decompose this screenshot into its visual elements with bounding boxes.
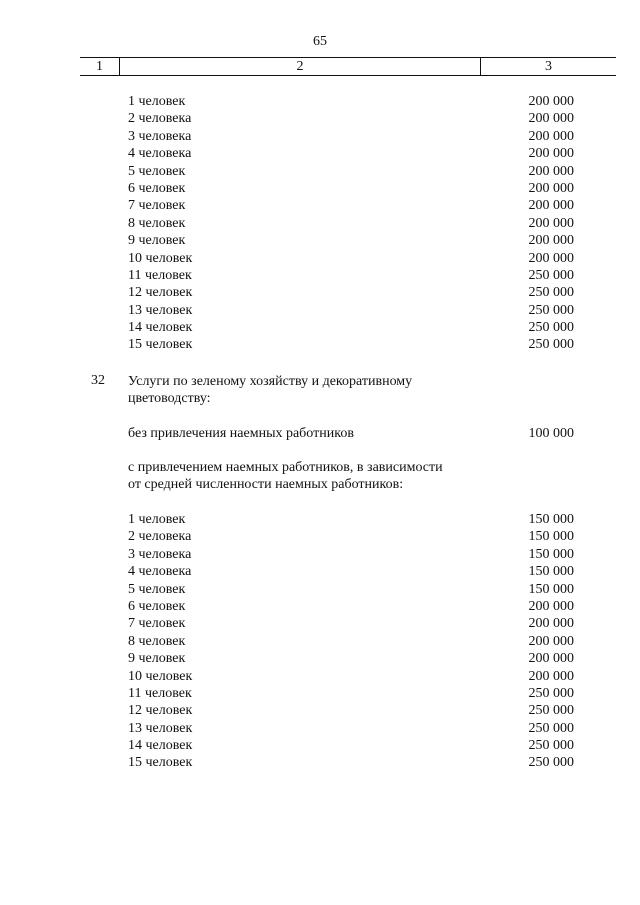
row-value: 250 000 [528, 685, 574, 701]
row-value: 250 000 [528, 285, 574, 301]
row-value: 200 000 [528, 215, 574, 231]
top-rows-list [0, 93, 640, 354]
row-value: 250 000 [528, 738, 574, 754]
row-label: 4 человека [128, 564, 192, 580]
table-row [0, 546, 640, 563]
table-row [0, 737, 640, 754]
row-label: 7 человек [128, 616, 186, 632]
row-value: 150 000 [528, 529, 574, 545]
row-value: 200 000 [528, 111, 574, 127]
item-number: 32 [91, 373, 105, 388]
row-value: 250 000 [528, 267, 574, 283]
no-hired-label: без привлечения наемных работников [128, 426, 354, 441]
table-row [0, 528, 640, 545]
row-label: 11 человек [128, 267, 192, 283]
row-value: 200 000 [528, 128, 574, 144]
row-label: 7 человек [128, 198, 186, 214]
table-row [0, 511, 640, 528]
item-title-line-1: Услуги по зеленому хозяйству и декоративному [128, 374, 413, 389]
row-value: 250 000 [528, 320, 574, 336]
table-row [0, 93, 640, 110]
table-row [0, 615, 640, 632]
row-label: 9 человек [128, 233, 186, 249]
row-label: 10 человек [128, 668, 193, 684]
table-row [0, 668, 640, 685]
row-label: 1 человек [128, 94, 186, 109]
table-row [0, 650, 640, 667]
table-row [0, 319, 640, 336]
page-number: 65 [313, 34, 327, 49]
row-label: 3 человека [128, 546, 192, 562]
row-value: 200 000 [528, 250, 574, 266]
row-label: 15 человек [128, 337, 193, 353]
table-row [0, 754, 640, 771]
table-row [0, 563, 640, 580]
row-value: 200 000 [528, 651, 574, 667]
header-col-3: 3 [545, 59, 552, 74]
table-row [0, 685, 640, 702]
row-value: 200 000 [528, 233, 574, 249]
row-value: 200 000 [528, 146, 574, 162]
hired-line-1: с привлечением наемных работников, в зависимости [128, 460, 443, 475]
row-value: 250 000 [528, 720, 574, 736]
row-label: 6 человек [128, 598, 186, 614]
header-col-2: 2 [120, 58, 481, 75]
row-value: 250 000 [528, 703, 574, 719]
row-value: 150 000 [528, 564, 574, 580]
row-label: 14 человек [128, 320, 193, 336]
table-row [0, 232, 640, 249]
row-label: 8 человек [128, 633, 186, 649]
row-value: 200 000 [528, 616, 574, 632]
table-row [0, 110, 640, 127]
row-label: 13 человек [128, 720, 193, 736]
row-value: 200 000 [528, 668, 574, 684]
row-label: 4 человека [128, 146, 192, 162]
row-label: 15 человек [128, 755, 193, 771]
table-row [0, 633, 640, 650]
table-row [0, 250, 640, 267]
row-label: 14 человек [128, 738, 193, 754]
row-label: 12 человек [128, 285, 193, 301]
row-value: 200 000 [528, 180, 574, 196]
table-row [0, 215, 640, 232]
row-value: 150 000 [528, 512, 574, 527]
row-value: 150 000 [528, 546, 574, 562]
row-value: 200 000 [528, 94, 574, 109]
row-label: 9 человек [128, 651, 186, 667]
row-value: 250 000 [528, 755, 574, 771]
row-label: 2 человека [128, 111, 192, 127]
row-value: 200 000 [528, 598, 574, 614]
row-label: 5 человек [128, 581, 186, 597]
table-row [0, 336, 640, 353]
no-hired-value: 100 000 [528, 426, 574, 441]
row-label: 12 человек [128, 703, 193, 719]
row-value: 150 000 [528, 581, 574, 597]
table-row [0, 598, 640, 615]
hired-line-2: от средней численности наемных работников: [128, 477, 404, 492]
table-row [0, 702, 640, 719]
row-label: 2 человека [128, 529, 192, 545]
table-row [0, 302, 640, 319]
table-row [0, 267, 640, 284]
row-label: 6 человек [128, 180, 186, 196]
table-row [0, 720, 640, 737]
table-header [80, 57, 616, 76]
table-row [0, 163, 640, 180]
row-label: 5 человек [128, 163, 186, 179]
row-label: 1 человек [128, 512, 186, 527]
table-row [0, 284, 640, 301]
row-label: 8 человек [128, 215, 186, 231]
row-label: 11 человек [128, 685, 192, 701]
table-row [0, 145, 640, 162]
table-row [0, 197, 640, 214]
row-value: 250 000 [528, 337, 574, 353]
table-row [0, 180, 640, 197]
table-row [0, 581, 640, 598]
row-label: 3 человека [128, 128, 192, 144]
row-value: 250 000 [528, 302, 574, 318]
table-row [0, 128, 640, 145]
row-label: 13 человек [128, 302, 193, 318]
row-value: 200 000 [528, 633, 574, 649]
header-col-1: 1 [80, 58, 120, 75]
item-32-rows-list [0, 511, 640, 772]
row-value: 200 000 [528, 163, 574, 179]
item-title-line-2: цветоводству: [128, 391, 211, 406]
row-label: 10 человек [128, 250, 193, 266]
row-value: 200 000 [528, 198, 574, 214]
